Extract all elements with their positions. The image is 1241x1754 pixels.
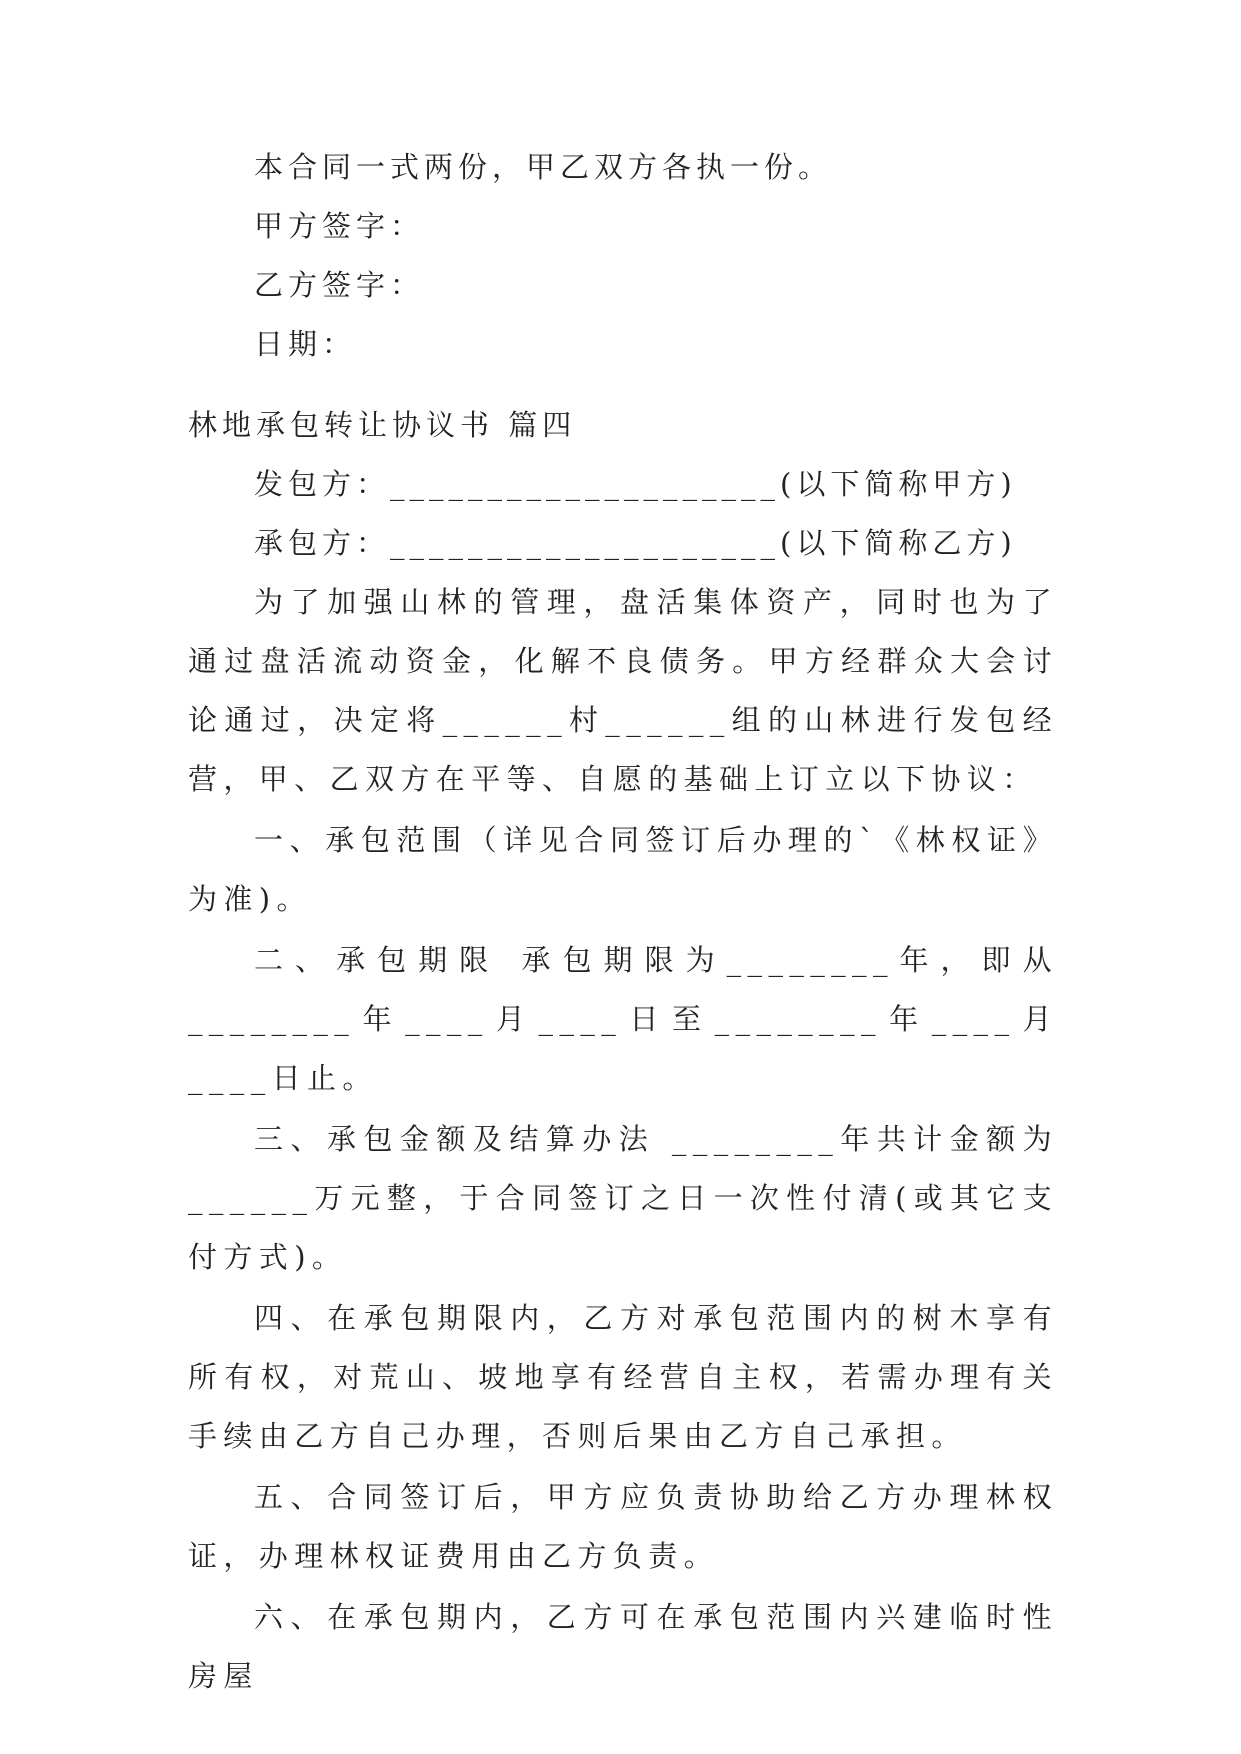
- copies-clause: 本合同一式两份，甲乙双方各执一份。: [254, 150, 833, 184]
- preamble-paragraph: 为了加强山林的管理，盘活集体资产，同时也为了通过盘活流动资金，化解不良债务。甲方经群众大会讨论通过，决定将______村______组的山林进行发包经营，甲、乙双方在平等、自愿的基础上订立以下协议：: [188, 585, 1058, 796]
- clause-5-certificate: 五、合同签订后，甲方应负责协助给乙方办理林权证，办理林权证费用由乙方负责。: [188, 1480, 1058, 1573]
- issuer-line: 发包方：____________________(以下简称甲方): [254, 467, 1017, 501]
- agreement-section-four: [188, 396, 1058, 1706]
- clause-1-scope: 一、承包范围（详见合同签订后办理的`《林权证》为准)。: [188, 823, 1058, 916]
- clause-4-rights: 四、在承包期限内，乙方对承包范围内的树木享有所有权，对荒山、坡地享有经营自主权，若需办理有关手续由乙方自己办理，否则后果由乙方自己承担。: [188, 1301, 1058, 1453]
- party-a-signature-label: 甲方签字：: [254, 209, 425, 243]
- signature-section: [188, 138, 1058, 374]
- date-label: 日期：: [254, 327, 357, 361]
- clause-6-buildings: 六、在承包期内，乙方可在承包范围内兴建临时性房屋: [188, 1600, 1058, 1693]
- contractor-line: 承包方：____________________(以下简称乙方): [254, 526, 1017, 560]
- party-b-signature-label: 乙方签字：: [254, 268, 425, 302]
- clause-2-term: 二、承包期限 承包期限为________年，即从________年____月____日至________年____月____日止。: [188, 943, 1058, 1095]
- clause-3-payment: 三、承包金额及结算办法 ________年共计金额为______万元整，于合同签订之日一次性付清(或其它支付方式)。: [188, 1122, 1058, 1274]
- section-title: 林地承包转让协议书 篇四: [188, 408, 577, 442]
